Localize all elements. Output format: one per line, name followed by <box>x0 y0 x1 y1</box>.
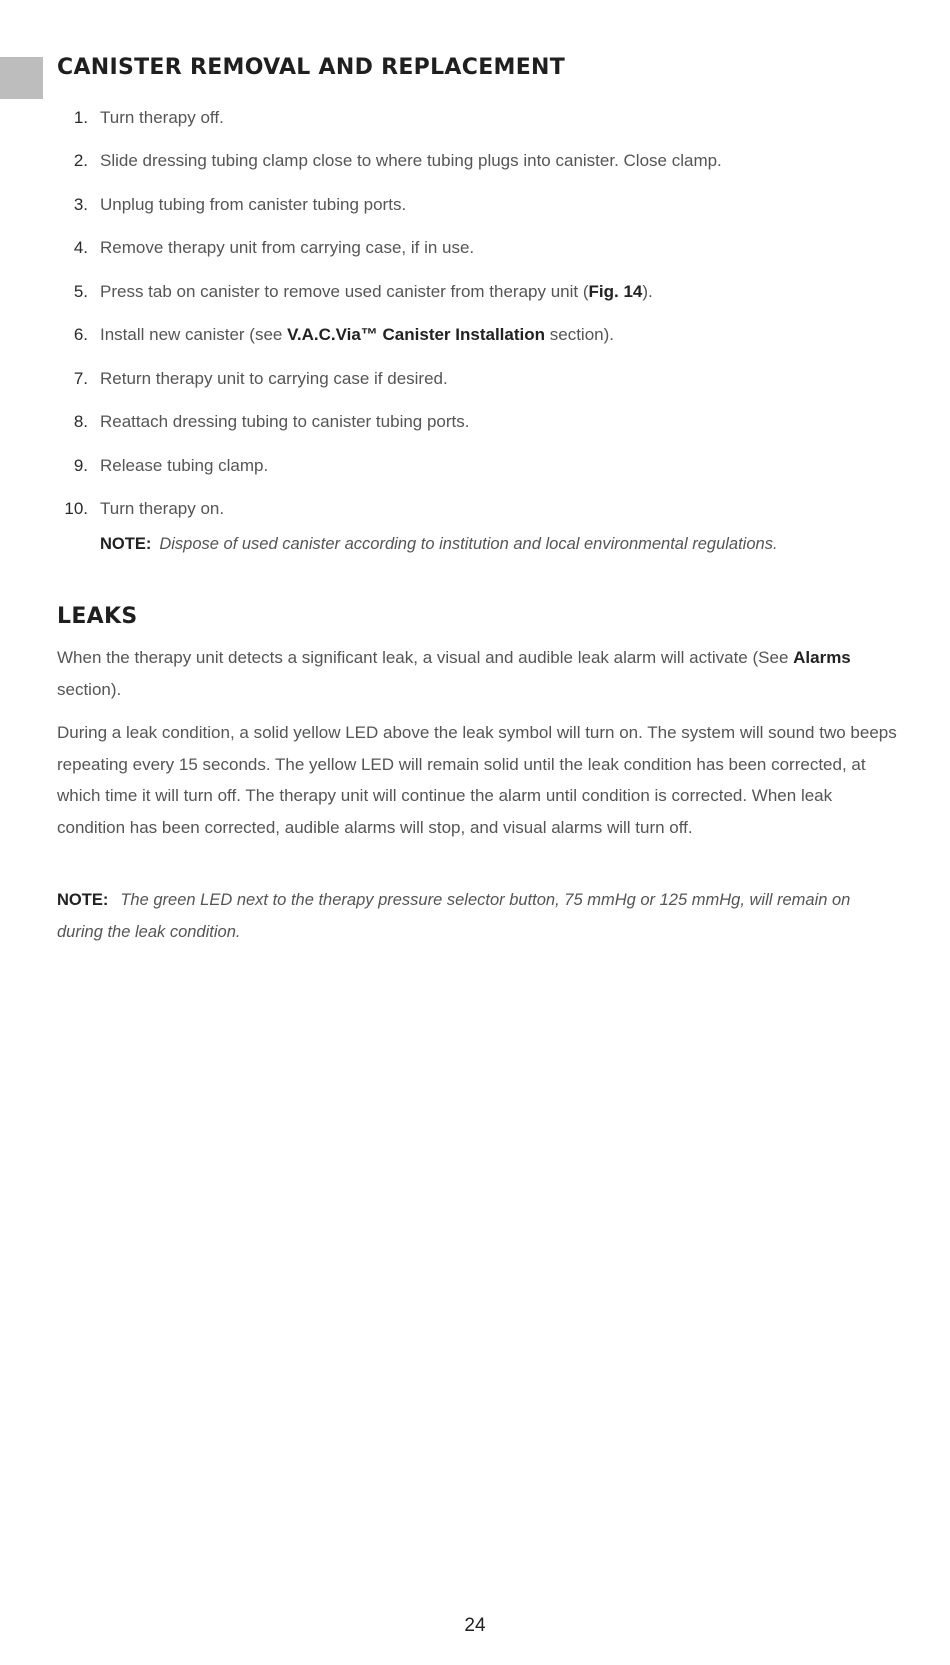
step-number: 4. <box>73 238 88 258</box>
figure-reference: Fig. 14 <box>588 281 643 301</box>
leaks-paragraph-intro <box>57 642 897 705</box>
paragraph-text-pre: When the therapy unit detects a significant leak, a visual and audible leak alarm will activate (See <box>57 648 794 667</box>
step-item <box>57 314 897 358</box>
step-item <box>57 140 897 184</box>
step-number: 3. <box>73 194 88 214</box>
step-item <box>57 96 897 140</box>
step-number: 10. <box>64 499 88 519</box>
step-text: Unplug tubing from canister tubing ports. <box>100 194 407 214</box>
step-item <box>57 444 897 488</box>
step-text-pre: Press tab on canister to remove used canister from therapy unit ( <box>100 281 589 301</box>
step-number: 5. <box>73 281 88 301</box>
step-text: Slide dressing tubing clamp close to where tubing plugs into canister. Close clamp. <box>100 151 722 171</box>
note-text: Dispose of used canister according to institution and local environmental regulations. <box>159 535 778 553</box>
step-number: 9. <box>73 455 88 475</box>
leaks-note <box>57 885 897 948</box>
step-number: 8. <box>73 412 88 432</box>
step-item <box>57 227 897 271</box>
section-tab-marker <box>0 57 43 99</box>
canister-steps-list <box>57 96 897 531</box>
section-title-leaks: LEAKS <box>57 604 138 629</box>
step-text: Turn therapy on. <box>100 499 225 519</box>
step-text <box>100 282 653 302</box>
step-text: Reattach dressing tubing to canister tubing ports. <box>100 412 470 432</box>
note-label: NOTE: <box>57 891 109 909</box>
leaks-paragraph-condition: During a leak condition, a solid yellow LED above the leak symbol will turn on. The system will sound two beeps repeating every 15 seconds. The yellow LED will remain solid until the leak condition has been corrected, at which time it will turn off. The therapy unit will continue the alarm until condition is corrected. When leak condition has been corrected, audible alarms will stop, and visual alarms will turn off. <box>57 723 897 837</box>
step-item <box>57 183 897 227</box>
step-number: 6. <box>73 325 88 345</box>
section-title-canister: CANISTER REMOVAL AND REPLACEMENT <box>57 55 566 80</box>
canister-note <box>100 532 920 556</box>
step-text: Turn therapy off. <box>100 107 224 127</box>
step-text-pre: Install new canister (see <box>100 325 288 345</box>
step-item <box>57 401 897 445</box>
step-text: Remove therapy unit from carrying case, if in use. <box>100 238 475 258</box>
section-reference: V.A.C.Via™ Canister Installation <box>287 325 546 345</box>
page-number: 24 <box>464 1615 486 1636</box>
step-number: 1. <box>73 107 88 127</box>
alarms-reference: Alarms <box>793 648 851 667</box>
step-text-post: ). <box>642 281 653 301</box>
note-label: NOTE: <box>100 535 152 553</box>
step-number: 2. <box>73 151 88 171</box>
step-number: 7. <box>73 368 88 388</box>
step-item <box>57 488 897 532</box>
step-text-post: section). <box>545 325 614 345</box>
note-text: The green LED next to the therapy pressure selector button, 75 mmHg or 125 mmHg, will remain on during the leak condition. <box>57 891 851 941</box>
step-item <box>57 270 897 314</box>
paragraph-text-post: section). <box>57 679 122 699</box>
step-text: Return therapy unit to carrying case if desired. <box>100 368 448 388</box>
step-text <box>100 325 614 345</box>
step-text: Release tubing clamp. <box>100 455 269 475</box>
step-item <box>57 357 897 401</box>
